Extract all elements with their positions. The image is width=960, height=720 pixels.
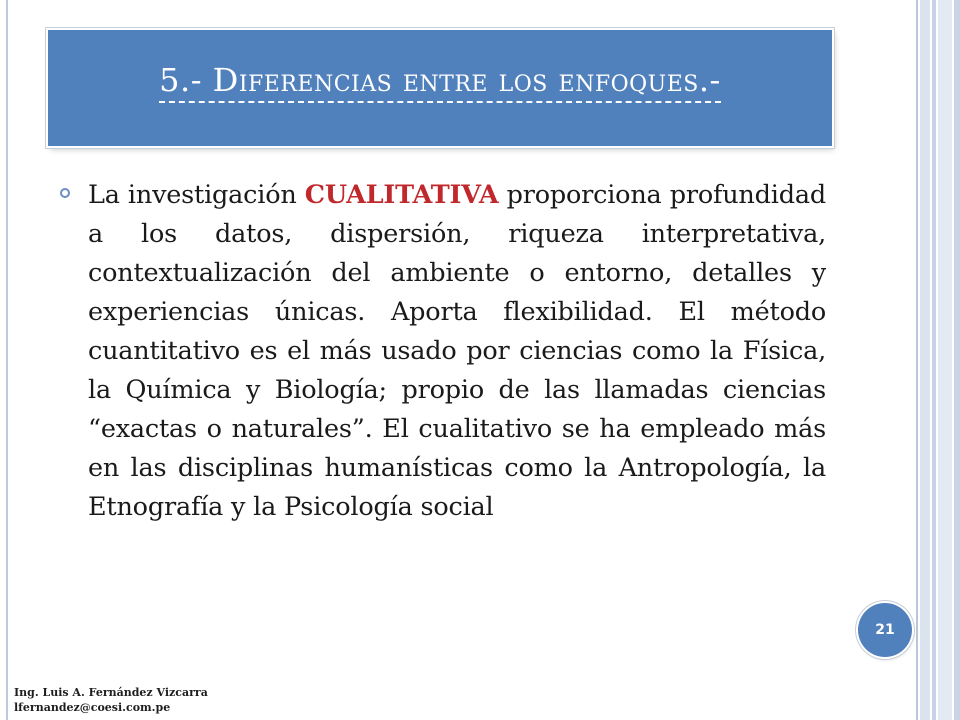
bullet-text (88, 176, 826, 527)
bullet-item (60, 176, 826, 527)
footer-author: Ing. Luis A. Fernández Vizcarra (14, 686, 208, 699)
body-text-start: La investigación (88, 180, 305, 210)
page-number-badge (858, 603, 912, 657)
right-decorative-stripes (916, 0, 960, 720)
footer-email: lfernandez@coesi.com.pe (14, 701, 171, 714)
body-text-rest: proporciona profundidad a los datos, dispersión, riqueza interpretativa, contextualización del ambiente o entorno, detalles y experiencias únicas. Aporta flexibilidad. El método cuantitativo es el más usado por ciencias como la Física, la Química y Biología; propio de las llamadas ciencias “exactas o naturales”. El cualitativo se ha empleado más en las disciplinas humanísticas como la Antropología, la Etnografía y la Psicología social (88, 180, 826, 522)
page-number: 21 (875, 622, 895, 638)
footer (14, 685, 208, 715)
title-box (48, 30, 832, 146)
circle-bullet-icon (60, 188, 70, 198)
left-border-line (6, 0, 8, 720)
highlight-term: CUALITATIVA (304, 180, 499, 210)
slide-title: 5.- Diferencias entre los enfoques.- (159, 61, 721, 103)
